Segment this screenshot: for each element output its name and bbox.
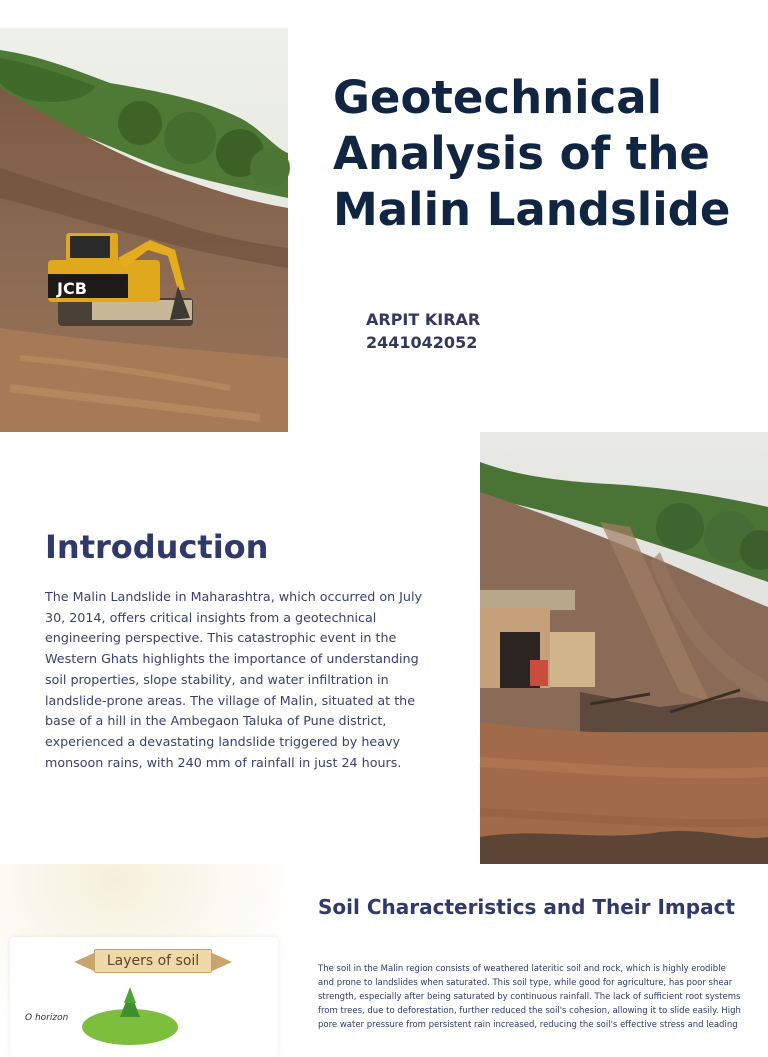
jcb-logo-text: JCB bbox=[57, 279, 87, 298]
presentation-title: Geotechnical Analysis of the Malin Landslide bbox=[333, 71, 731, 236]
excavator-photo-illustration bbox=[0, 28, 288, 432]
author-info bbox=[366, 308, 480, 354]
soil-layers-banner: Layers of soil bbox=[94, 949, 212, 973]
author-id: 2441042052 bbox=[366, 333, 478, 352]
introduction-body: The Malin Landslide in Maharashtra, which occurred on July 30, 2014, offers critical insights from a geotechnical engineering perspective. This catastrophic event in the Western Ghats highlights the importance of understanding soil properties, slope stability, and water infiltration in landslide-prone areas. The village of Malin, situated at the base of a hill in the Ambegaon Taluka of Pune district, experienced a devastating landslide triggered by heavy monsoon rains, with 240 mm of rainfall in just 24 hours. bbox=[45, 589, 423, 770]
author-name: ARPIT KIRAR bbox=[366, 310, 481, 329]
tree-icon bbox=[70, 987, 190, 1027]
banner-ribbon-left bbox=[74, 953, 94, 971]
banner-ribbon-right bbox=[212, 953, 232, 971]
soil-characteristics-body: The soil in the Malin region consists of weathered lateritic soil and rock, which is highly erodible and prone to landslides when saturated. This soil type, while good for agriculture, has poor shear strength, especially after being saturated by continuous rainfall. The lack of sufficient root systems from trees, due to deforestation, further reduced the soil's cohesion, allowing it to slide easily. High pore water pressure from persistent rain increased, reducing the soil's effective stress and leading bbox=[318, 964, 741, 1030]
introduction-heading: Introduction bbox=[45, 528, 269, 566]
title-block bbox=[333, 70, 753, 238]
o-horizon-label: O horizon bbox=[25, 1013, 69, 1023]
landslide-excavator-photo bbox=[0, 28, 288, 432]
village-photo-illustration bbox=[480, 432, 768, 864]
soil-layers-diagram bbox=[10, 937, 278, 1057]
title-slide bbox=[0, 0, 768, 432]
introduction-slide bbox=[0, 432, 768, 864]
soil-layers-panel bbox=[0, 864, 288, 1024]
soil-characteristics-slide bbox=[0, 864, 768, 1030]
soil-characteristics-heading: Soil Characteristics and Their Impact bbox=[318, 895, 735, 919]
landslide-village-photo bbox=[480, 432, 768, 864]
